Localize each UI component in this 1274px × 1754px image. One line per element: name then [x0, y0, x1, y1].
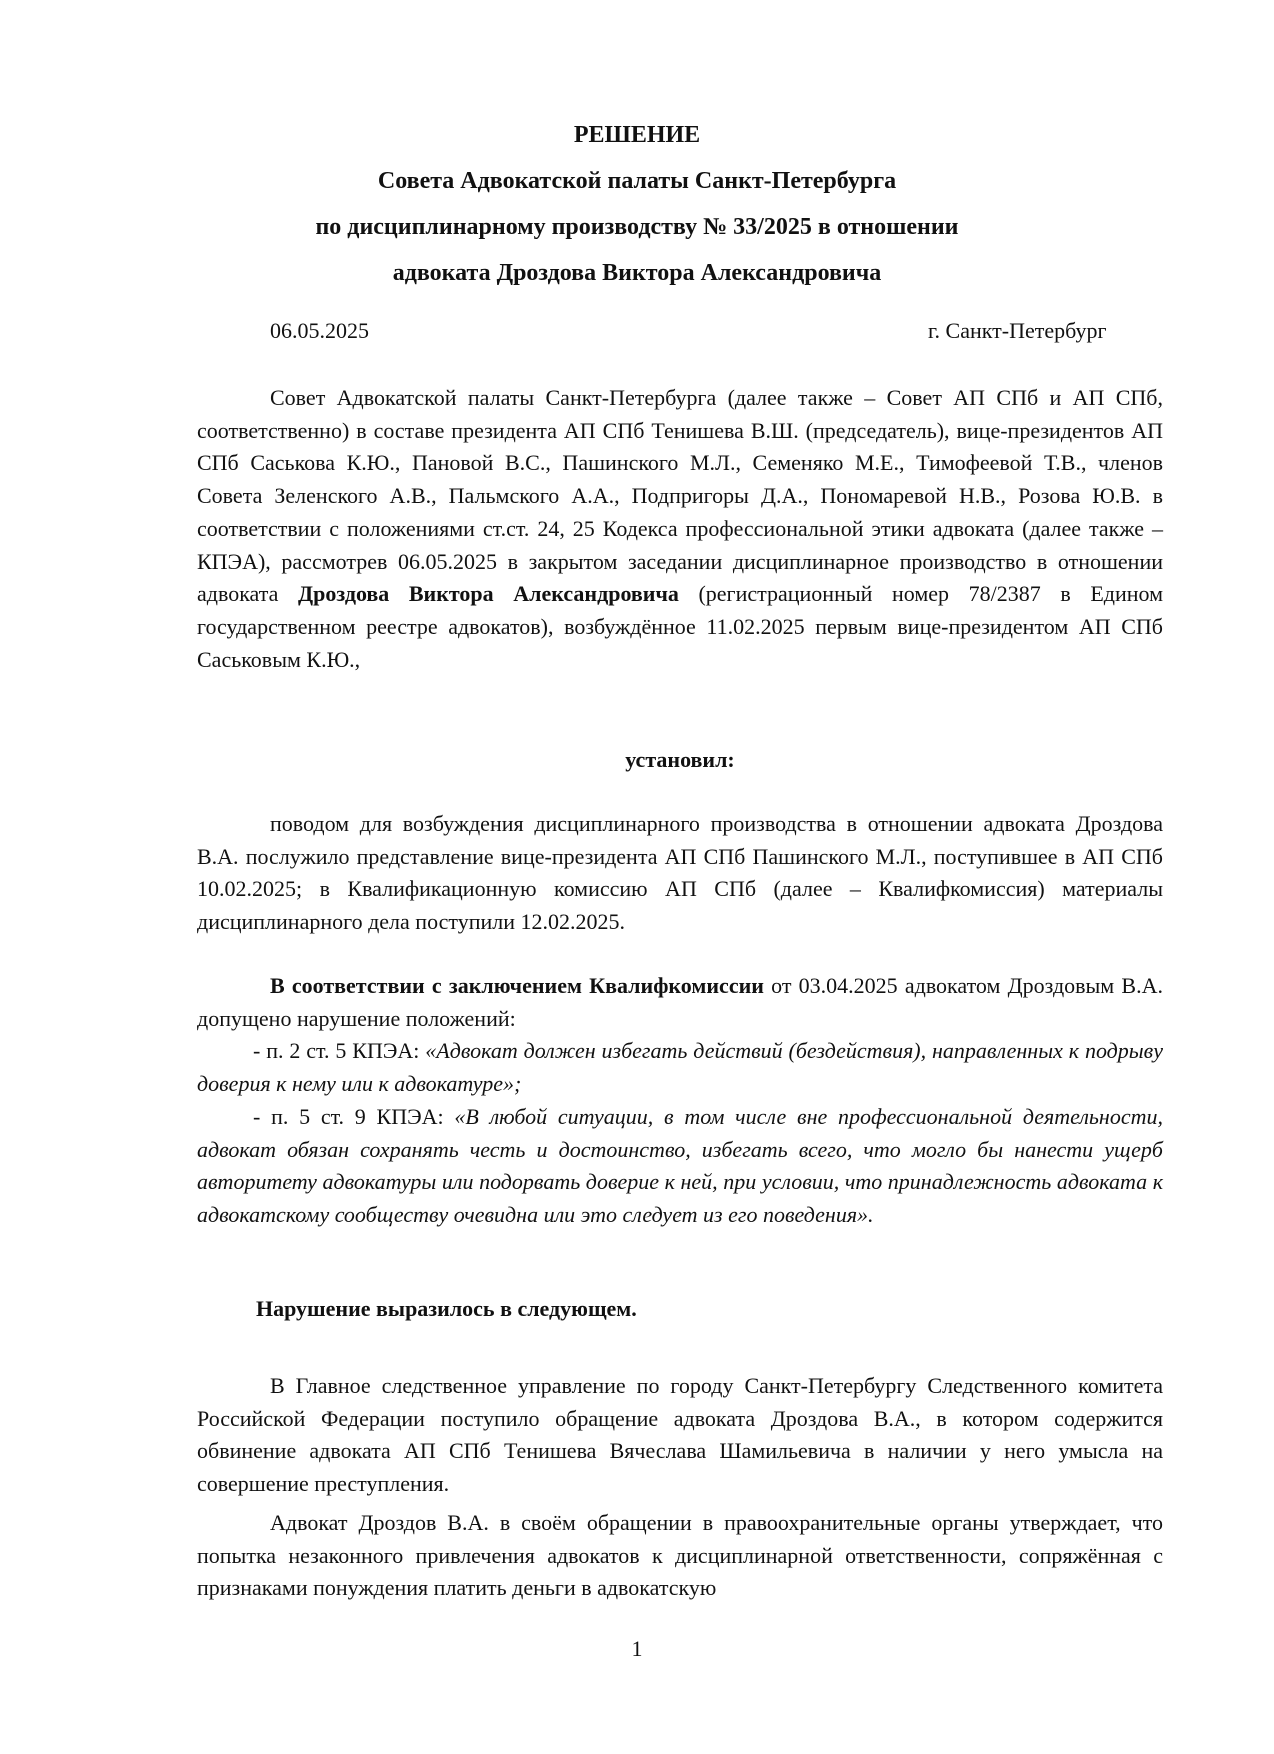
intro-paragraph [197, 382, 1163, 676]
violation-item-1-quote: «Адвокат должен избегать действий (бездействия), направленных к подрыву доверия к нему или к адвокатуре»; [197, 1038, 1163, 1097]
violation-item-2-quote: «В любой ситуации, в том числе вне профессиональной деятельности, адвокат обязан сохранять честь и достоинство, избегать всего, что могло бы нанести ущерб авторитету адвокатуры или подорвать доверие к ней, при условии, что принадлежность адвоката к адвокатскому сообществу очевидна или это следует из его поведения». [197, 1103, 1163, 1227]
document-date: 06.05.2025 [270, 318, 369, 343]
violation-item-2 [197, 1101, 1163, 1232]
document-subtitle-2: по дисциплинарному производству № 33/2025 в отношении [315, 214, 959, 240]
document-subtitle-1: Совета Адвокатской палаты Санкт-Петербурга [377, 168, 897, 194]
violation-paragraph-2: Адвокат Дроздов В.А. в своём обращении в правоохранительные органы утверждает, что попытка незаконного привлечения адвокатов к дисциплинарной ответственности, сопряжённая с признаками понуждения платить деньги в адвокатскую [197, 1509, 1163, 1601]
page-number: 1 [631, 1636, 643, 1661]
document-subtitle-3: адвоката Дроздова Виктора Александровича [392, 260, 882, 286]
document-city: г. Санкт-Петербург [928, 318, 1107, 343]
intro-text-a: Совет Адвокатской палаты Санкт-Петербурга (далее также – Совет АП СПб и АП СПб, соответственно) в составе президента АП СПб Тенишева В.Ш. (председатель), вице-президентов АП СПб Саськова К.Ю., Пановой В.С., Пашинского М.Л., Семеняко М.Е., Тимофеевой Т.В., членов Совета Зеленского А.В., Пальмского А.А., Подпригоры Д.А., Пономаревой Н.В., Розова Ю.В. в соответствии с положениями ст.ст. 24, 25 Кодекса профессиональной этики адвоката (далее также – КПЭА), рассмотрев 06.05.2025 в закрытом заседании дисциплинарное производство в отношении адвоката [197, 385, 1163, 607]
conclusion-rest: от 03.04.2025 адвокатом Дроздовым В.А. допущено нарушение положений: [197, 973, 1163, 1031]
conclusion-bold: В соответствии с заключением Квалифкомиссии [270, 973, 764, 998]
intro-respondent-name: Дроздова Виктора Александровича [298, 581, 679, 607]
violation-heading: Нарушение выразилось в следующем. [256, 1296, 637, 1321]
violation-section [197, 1370, 1163, 1605]
established-heading: установил: [625, 747, 735, 772]
violation-item-2-prefix: - п. 5 ст. 9 КПЭА: [253, 1103, 455, 1129]
intro-text-b: (регистрационный номер 78/2387 в Едином государственном реестре адвокатов), возбуждённое 11.02.2025 первым вице-президентом АП СПб Саськовым К.Ю., [197, 581, 1163, 672]
grounds-section [197, 808, 1163, 939]
intro-section [197, 382, 1163, 676]
violation-item-1 [197, 1035, 1163, 1100]
conclusion-paragraph [197, 970, 1163, 1035]
grounds-paragraph: поводом для возбуждения дисциплинарного производства в отношении адвоката Дроздова В.А. послужило представление вице-президента АП СПб Пашинского М.Л., поступившее в АП СПб 10.02.2025; в Квалификационную комиссию АП СПб (далее – Квалифкомиссия) материалы дисциплинарного дела поступили 12.02.2025. [197, 811, 1163, 935]
violation-item-1-prefix: - п. 2 ст. 5 КПЭА: [253, 1038, 426, 1064]
document-header [0, 112, 1274, 296]
conclusion-section [197, 970, 1163, 1232]
violation-paragraph-1: В Главное следственное управление по городу Санкт-Петербургу Следственного комитета Российской Федерации поступило обращение адвоката Дроздова В.А., в котором содержится обвинение адвоката АП СПб Тенишева Вячеслава Шамильевича в наличии у него умысла на совершение преступления. [197, 1373, 1163, 1497]
document-title: РЕШЕНИЕ [573, 122, 701, 148]
